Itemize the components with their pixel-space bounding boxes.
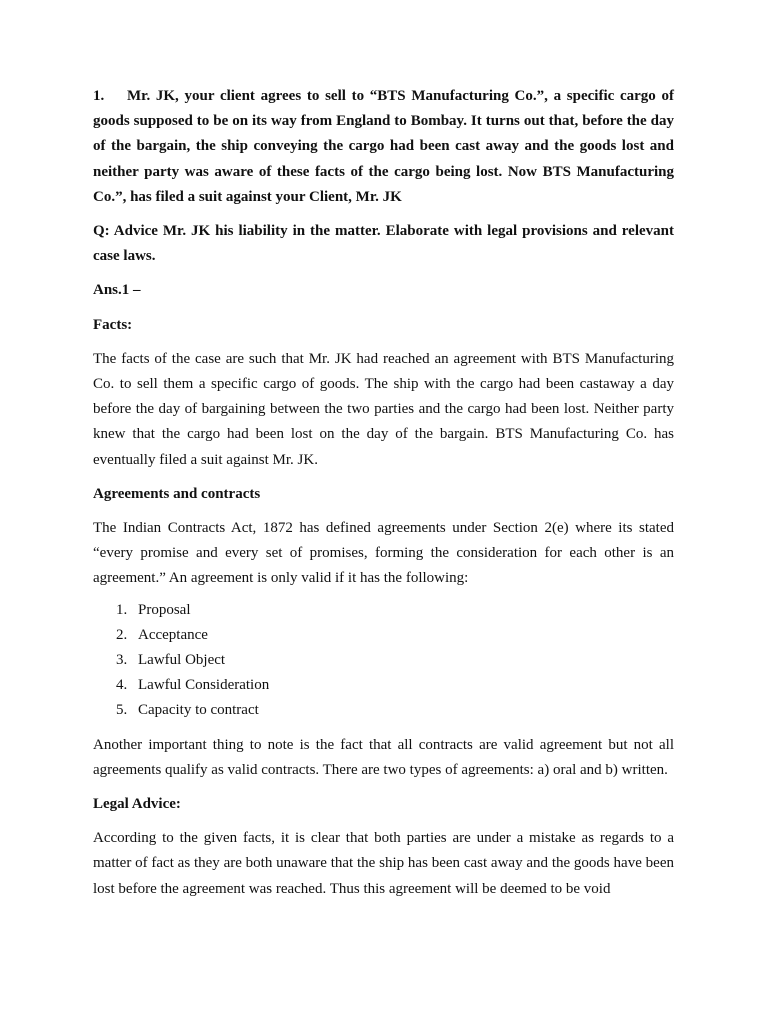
list-item-number: 3. — [116, 652, 128, 669]
list-item-text: Lawful Consideration — [138, 677, 270, 694]
list-item-text: Capacity to contract — [138, 702, 259, 719]
advice-heading: Legal Advice: — [93, 796, 181, 813]
question-number: 1. — [93, 88, 105, 104]
requirements-list — [93, 598, 674, 724]
answer-label: Ans.1 – — [93, 282, 141, 299]
list-item-text: Lawful Object — [138, 652, 226, 669]
list-item-number: 2. — [116, 626, 128, 643]
facts-heading: Facts: — [93, 316, 133, 333]
question-text — [93, 84, 674, 210]
note-paragraph: Another important thing to note is the fact that all contracts are valid agreement but not all agreements qualify as valid contracts. There are two types of agreements: a) oral and b) written. — [93, 736, 674, 778]
facts-paragraph: The facts of the case are such that Mr. JK had reached an agreement with BTS Manufacturing Co. to sell them a specific cargo of goods. The ship with the cargo had been castaway a day before the day of bargaining between the two parties and the cargo had been lost. Neither party knew that the cargo had been lost on the day of the bargain. BTS Manufacturing Co. has eventually filed a suit against Mr. JK. — [93, 350, 674, 468]
list-item — [93, 648, 674, 673]
advice-paragraph: According to the given facts, it is clear that both parties are under a mistake as regards to a matter of fact as they are both unaware that the ship has been cast away and the goods have been lost before the agreement was reached. Thus this agreement will be deemed to be void — [93, 830, 674, 897]
list-item-number: 1. — [116, 601, 128, 618]
list-item — [93, 673, 674, 698]
list-item — [93, 698, 674, 723]
agreements-heading: Agreements and contracts — [93, 485, 261, 502]
list-item-number: 5. — [116, 702, 128, 719]
question-body: Mr. JK, your client agrees to sell to “BTS Manufacturing Co.”, a specific cargo of goods supposed to be on its way from England to Bombay. It turns out that, before the day of the bargain, the ship conveying the cargo had been cast away and the goods lost and neither party was aware of these facts of the cargo being lost. Now BTS Manufacturing Co.”, has filed a suit against your Client, Mr. JK — [93, 88, 674, 205]
list-item-text: Acceptance — [138, 626, 208, 643]
agreements-paragraph: The Indian Contracts Act, 1872 has defined agreements under Section 2(e) where its stated “every promise and every set of promises, forming the consideration for each other is an agreement.” An agreement is only valid if it has the following: — [93, 520, 674, 587]
list-item-number: 4. — [116, 677, 128, 694]
list-item-text: Proposal — [138, 601, 191, 618]
list-item — [93, 623, 674, 648]
question-prompt: Q: Advice Mr. JK his liability in the matter. Elaborate with legal provisions and relevant case laws. — [93, 223, 674, 265]
list-item — [93, 598, 674, 623]
